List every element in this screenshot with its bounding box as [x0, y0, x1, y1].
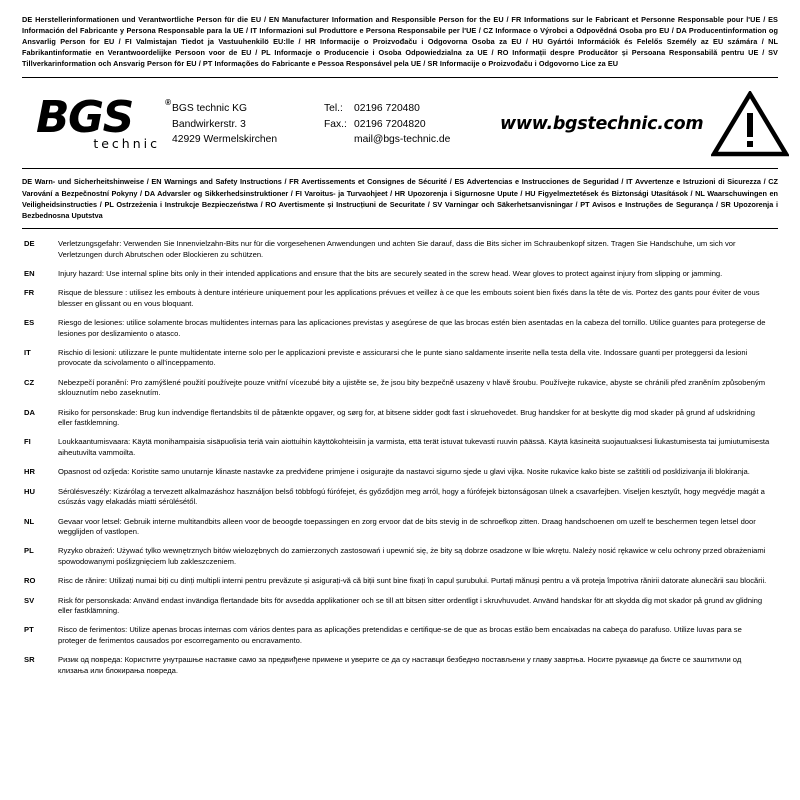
instruction-row	[22, 378, 778, 399]
instruction-text: Gevaar voor letsel: Gebruik interne multitandbits alleen voor de beoogde toepassingen en zorg ervoor dat de bits stevig in de schroefkop zitten. Draag handschoenen om uzelf te beschermen tegen letsel door wegglijden of vastlopen.	[58, 516, 756, 537]
instruction-row	[22, 239, 778, 260]
email-row	[324, 132, 494, 148]
language-code: ES	[24, 317, 35, 327]
instruction-text: Risque de blessure : utilisez les embouts à denture intérieure uniquement pour les applications prévues et veillez à ce que les embouts soient bien fixés dans la tête de vis. Portez des gants pour éviter de vous blesser en glissant ou en vous bloquant.	[58, 287, 760, 308]
registered-trademark-icon: ®	[165, 97, 171, 107]
language-code: DA	[24, 407, 35, 417]
logo-wordmark: BGS	[36, 91, 133, 143]
warnings-header: DE Warn- und Sicherheitshinweise / EN Warnings and Safety Instructions / FR Avertissements et Consignes de Sécurité / ES Advertencias e Instrucciones de Seguridad / IT Avvertenze e Istruzioni di Sicurezza / CZ Varování a Bezpečnostní Pokyny / DA Advarsler og Sikkerhedsinstruktioner / FI Varoitus- ja Turvaohjeet / HR Upozorenja i Sigurnosne Upute / HU Figyelmeztetések és Biztonsági Utasítások / NL Waarschuwingen en Veiligheidsinstructies / PL Ostrzeżenia i Instrukcje Bezpieczeństwa / RO Avertismente și Instrucțiuni de Securitate / SV Varningar och Säkerhetsanvisningar / PT Avisos e Instruções de Segurança / SR Upozorenja i Bezbednosna Uputstva	[22, 177, 778, 220]
language-code: SR	[24, 655, 35, 665]
instruction-text: Ryzyko obrażeń: Używać tylko wewnętrznych bitów wielozębnych do zamierzonych zastosowań i upewnić się, że bity są dobrze osadzone w lbie wkrętu. Należy nosić rękawice w celu ochrony przed obrażeniami spowodowanymi poślizgnięciem lub zakleszczeniem.	[58, 546, 766, 567]
instruction-row	[22, 655, 778, 676]
language-code: IT	[24, 347, 31, 357]
language-code: CZ	[24, 377, 35, 387]
instruction-text: Loukkaantumisvaara: Käytä monihampaisia sisäpuolisia teriä vain aiottuihin käyttökohteisiin ja varmista, että terät istuvat tukevasti ruuvin päässä. Käytä käsineitä suojautuaksesi liukastumisesta tai jumiutumisesta aiheutuvilta vammoilta.	[58, 437, 770, 458]
instruction-row	[22, 596, 778, 617]
instruction-row	[22, 467, 778, 478]
instruction-text: Injury hazard: Use internal spline bits only in their intended applications and ensure that the bits are securely seated in the screw head. Wear gloves to protect against injury from slipping or jamming.	[58, 268, 723, 278]
company-name: BGS technic KG	[172, 103, 247, 115]
bgs-logo	[22, 91, 172, 151]
fax-label: Fax.:	[324, 118, 347, 130]
telephone-value: 02196 720480	[354, 103, 420, 115]
company-band	[22, 78, 778, 168]
instruction-text: Rischio di lesioni: utilizzare le punte multidentate interne solo per le applicazioni previste e assicurarsi che le punte siano saldamente inserite nella testa della vite. Indossare guanti per proteggersi da lesioni provocate da scivolamento o all'inceppamento.	[58, 347, 748, 368]
divider-bottom	[22, 228, 778, 229]
language-code: PL	[24, 546, 34, 556]
instruction-row	[22, 288, 778, 309]
warning-triangle-icon	[703, 91, 795, 157]
instruction-text: Risiko for personskade: Brug kun indvendige flertandsbits til de påtænkte opgaver, og sørg for, at bitsene sidder godt fast i skruehovedet. Brug handsker for at beskytte dig mod skader på grund af udskridning eller fastklemning.	[58, 407, 755, 428]
instruction-row	[22, 318, 778, 339]
logo-subtitle: technic	[93, 135, 160, 151]
language-code: NL	[24, 516, 35, 526]
telephone-label: Tel.:	[324, 103, 343, 115]
email-value: mail@bgs-technic.de	[354, 134, 451, 146]
language-code: FI	[24, 437, 31, 447]
manufacturer-info-header: DE Herstellerinformationen und Verantwortliche Person für die EU / EN Manufacturer Information and Responsible Person for the EU / FR Informations sur le Fabricant et Personne Responsable pour l'UE / ES Información del Fabricante y Persona Responsable para la UE / IT Informazioni sul Produttore e Persona Responsabile per l'UE / CZ Informace o Výrobci a Odpovědná Osoba pro EU / DA Producentinformation og Ansvarlig Person for EU / FI Valmistajan Tiedot ja Vastuuhenkilö EU:lle / HR Informacije o Proizvođaču i Odgovorna Osoba za EU / HU Gyártói Információk és Felelős Személy az EU számára / NL Fabrikantinformatie en Verantwoordelijke Persoon voor de EU / PL Informacje o Producencie i Osoba Odpowiedzialna za UE / RO Informații despre Producător și Persoana Responsabilă pentru UE / SV Tillverkarinformation och Ansvarig Person för EU / PT Informações do Fabricante e Pessoa Responsável pela UE / SR Informacije o Proizvođaču i Odgovorno Lice za EU	[22, 15, 778, 69]
instruction-text: Nebezpečí poranění: Pro zamýšlené použití používejte pouze vnitřní vícezubé bity a ujistěte se, že jsou bity bezpečně usazeny v hlavě šroubu. Používejte rukavice, abyste se chránili před zraněním způsobeným sklouznutím nebo zaseknutím.	[58, 377, 766, 398]
fax-row	[324, 117, 494, 133]
instruction-text: Risk för personskada: Använd endast invändiga flertandade bits för avsedda applikationer och se till att bitsen sitter ordentligt i skruvhuvudet. Använd handskar för att skydda dig mot skador på grund av glidning eller fastklämning.	[58, 595, 763, 616]
website-url[interactable]: www.bgstechnic.com	[500, 114, 704, 135]
instruction-text: Verletzungsgefahr: Verwenden Sie Innenvielzahn-Bits nur für die vorgesehenen Anwendungen und achten Sie darauf, dass die Bits sicher im Schraubenkopf sitzen. Tragen Sie Handschuhe, um sich vor Verletzungen durch Abrutschen oder Blockieren zu schützen.	[58, 238, 736, 259]
instruction-text: Riesgo de lesiones: utilice solamente brocas multidentes internas para las aplicaciones previstas y asegúrese de que las brocas estén bien asentadas en la cabeza del tornillo. Utilice guantes para protegerse de lesiones por deslizamiento o atasco.	[58, 317, 766, 338]
telephone-row	[324, 101, 494, 117]
language-code: FR	[24, 287, 35, 297]
instruction-row	[22, 517, 778, 538]
instruction-text: Sérülésveszély: Kizárólag a tervezett alkalmazáshoz használjon belső többfogú fúrófejet, és győződjön meg arról, hogy a fúrófejek biztonságosan ülnek a csavarfejben. Viseljen kesztyűt, hogy megvédje magát a csúszás vagy elakadás miatti sérülésétől.	[58, 486, 765, 507]
instruction-text: Opasnost od ozljeda: Koristite samo unutarnje klinaste nastavke za predviđene primjene i osigurajte da nastavci sigurno sjede u glavi vijka. Nosite rukavice kako biste se zaštitili od posklizivanja ili blokiranja.	[58, 467, 750, 477]
company-address	[172, 101, 324, 148]
instruction-row	[22, 546, 778, 567]
language-code: SV	[24, 595, 35, 605]
company-street: Bandwirkerstr. 3	[172, 118, 246, 130]
language-code: HR	[24, 467, 35, 477]
language-code: PT	[24, 625, 34, 635]
instruction-row	[22, 437, 778, 458]
instruction-text: Risc de rănire: Utilizați numai biți cu dinți multipli interni pentru prevăzute și asigurați-vă că biții sunt bine fixați în capul șurubului. Purtați mănuși pentru a vă proteja împotriva rănirii datorate alunecării sau blocării.	[58, 576, 767, 586]
instruction-row	[22, 408, 778, 429]
company-contact	[324, 101, 494, 148]
company-city: 42929 Wermelskirchen	[172, 134, 278, 146]
instruction-row	[22, 576, 778, 587]
instruction-text: Risco de ferimentos: Utilize apenas brocas internas com vários dentes para as aplicações pretendidas e certifique-se de que as brocas estão bem encaixadas na cabeça do parafuso. Utilize luvas para se proteger de ferimentos causados por escorregamento ou encravamento.	[58, 625, 742, 646]
language-code: RO	[24, 576, 36, 586]
fax-value: 02196 7204820	[354, 118, 426, 130]
instruction-row	[22, 269, 778, 280]
instruction-row	[22, 487, 778, 508]
language-code: HU	[24, 486, 35, 496]
instruction-text: Ризик од повреда: Користите унутрашње наставке само за предвиђене примене и уверите се да су наставци безбедно постављени у главу завртња. Носите рукавице да бисте се заштитили од клизања или блокирања повреда.	[58, 655, 742, 676]
instruction-row	[22, 625, 778, 646]
language-code: DE	[24, 238, 35, 248]
language-code: EN	[24, 268, 35, 278]
instruction-row	[22, 348, 778, 369]
divider-mid	[22, 168, 778, 169]
instruction-list	[22, 239, 778, 677]
